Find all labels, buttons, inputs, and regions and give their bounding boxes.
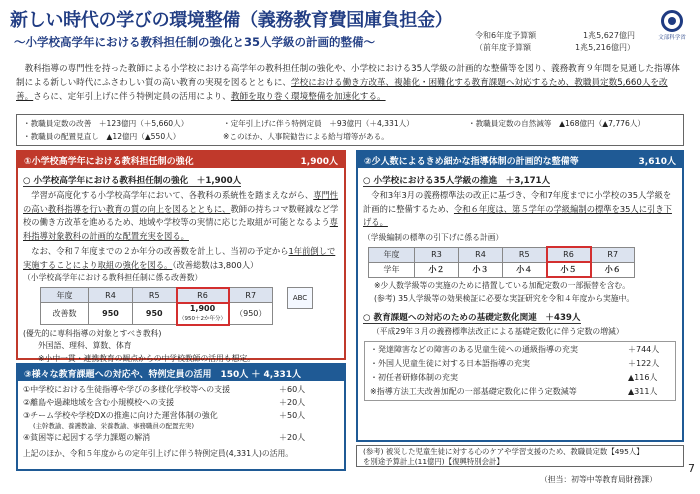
budget-breakdown-box: ・教職員定数の改善 ＋123億円（＋5,660人） ・定年引上げに伴う特例定員 ＋93億円（＋4,331人） ・教職員定数の自然減等 ▲168億円（▲7,776人） ・教職員の配置見直し ▲12億円（▲550人） ※このほか、人事院勧告による給与増等がある。	[16, 114, 684, 146]
basic-quota-list	[364, 341, 676, 401]
panel-header: ③様々な教育課題への対応や、特例定員の活用 150人 ＋ 4,331人	[18, 365, 344, 381]
owner-note: （担当：初等中等教育局財務課）	[540, 475, 657, 484]
intro-paragraph: 教科指導の専門性を持った教師による小学校における高学年の教科担任制の強化や、小学校における35人学級の計画的な整備等を図り、義務教育９年間を見通した指導体制による新しい時代にふさわしい質の高い教育の実現を図るとともに、学校における働き方改革、複雑化・困難化する教育課題へ対応するため、教職員定数5,660人を改善。さらに、定年引上げに伴う特例定員の活用により、教師を取り巻く環境整備を加速化する。	[16, 64, 680, 102]
table-header: R6	[177, 288, 229, 303]
page-subtitle: ～小学校高学年における教科担任制の強化と35人学級の計画的整備～	[14, 35, 375, 49]
list-item: ・初任者研修体制の充実 ▲116人	[370, 372, 658, 382]
budget-r6-value: 1兆5,627億円	[583, 31, 635, 40]
panel-small-class: ②少人数によるきめ細かな指導体制の計画的な整備等 3,610人 ○ 小学校における35人学級の推進 ＋3,171人 令和3年3月の義務標準法の改正に基づき、令和7年度までに小学校の35人学級を計画的に整備するため、令和６年度は、第５学年の学級編制の標準を35人に引き下げる。 （学級編制の標準の引下げに係る計画） 年度 R3 R4 R5 R6 R7 学年 小２ 小３ 小４ 小５ 小６ ※少人数学級等の実施のために措置している加配定数の一部振替を含む。 (参考) 35人学級等の効果検証に必要な実証研究を令和４年度から実施中。 ○ 教育課題への対応のための基礎定数化関連 ＋439人 （平成29年３月の義務標準法改正による基礎定数化に伴う定数の増減） ・発達障害などの障害のある児童生徒への通級指導の充実 ＋744人 ・外国人児童生徒に対する日本語指導の充実 ＋122人 ・初任者研修体制の充実 ▲116人 ※指導方法工夫改善加配の一部基礎定数化に伴う定数減等 ▲311人	[356, 150, 684, 442]
table-row-label: 改善数	[41, 303, 89, 325]
issues-list	[23, 383, 339, 444]
improvement-table	[40, 287, 273, 326]
abc-icon: ABC	[287, 287, 313, 309]
list-item: ①中学校における生徒指導や学びの多様化学校等への支援 ＋60人	[23, 385, 306, 394]
table-header: R7	[229, 288, 273, 303]
list-item: ※指導方法工夫改善加配の一部基礎定数化に伴う定数減等 ▲311人	[370, 386, 658, 396]
page-title: 新しい時代の学びの環境整備（義務教育費国庫負担金）	[10, 10, 453, 31]
list-item: ②離島や過疎地域を含む小規模校への支援 ＋20人	[23, 398, 306, 407]
table-header: R5	[133, 288, 177, 303]
panel-header: ②少人数によるきめ細かな指導体制の計画的な整備等 3,610人	[358, 152, 682, 168]
budget-prev-value: 1兆5,216億円）	[575, 43, 635, 52]
budget-summary	[475, 30, 635, 54]
page-number: 7	[688, 462, 695, 475]
list-item: ・外国人児童生徒に対する日本語指導の充実 ＋122人	[370, 358, 660, 368]
table-cell: 950	[133, 303, 177, 325]
list-item: ④貧困等に起因する学力課題の解消 ＋20人	[23, 433, 306, 442]
list-item: ③チーム学校や学校DXの推進に向けた運営体制の強化 ＋50人	[23, 411, 306, 420]
section-heading: ○ 小学校高学年における教科担任制の強化 ＋1,900人	[23, 176, 242, 186]
panel-subject-teacher: ①小学校高学年における教科担任制の強化 1,900人 ○ 小学校高学年における教科担任制の強化 ＋1,900人 学習が高度化する小学校高学年において、各教科の系統性を踏まえながら、専門性の高い教科指導を行い教育の質の向上を図るとともに、教師の持ちコマ数軽減など学校の働き方改革を進めるため、地域や学校等の実情に応じた取組が可能となるよう専科指導対象教科の計画的な配置充実を図る。 なお、令和７年度までの２か年分の改善数を計上し、当初の予定から1年前倒しで実施することにより取組の強化を図る。（改善総数は3,800人） （小学校高学年における教科担任制に係る改善数） 年度 R4 R5 R6 R7 改善数 950 950 1,900 （950＋2か年分） （950） ABC (優先的に専科指導の対象とすべき教科) 外国語、理科、算数、体育 ※小中一貫・連携教育の観点からの中学校教師の活用も想定。	[16, 150, 346, 360]
list-item: (主幹教諭、養護教諭、栄養教諭、事務職員の配置充実)	[33, 422, 195, 430]
table-header: R4	[89, 288, 133, 303]
ministry-name: 文部科学省	[658, 35, 686, 41]
budget-r6-label: 令和6年度予算額	[475, 31, 537, 40]
reference-note: (参考) 被災した児童生徒に対する心のケアや学習支援のため、教職員定数【495人】 を別途予算計上(11億円)【復興特別会計】	[356, 445, 684, 467]
table-caption: （小学校高学年における教科担任制に係る改善数）	[23, 273, 203, 282]
ministry-emblem-icon	[661, 10, 683, 32]
panel-various-issues: ③様々な教育課題への対応や、特例定員の活用 150人 ＋ 4,331人 ①中学校における生徒指導や学びの多様化学校等への支援 ＋60人 ②離島や過疎地域を含む小規模校への支援 ＋20人 ③チーム学校や学校DXの推進に向けた運営体制の強化 ＋50人 (主幹教諭、養護教諭、栄養教諭、事務職員の配置充実) ④貧困等に起因する学力課題の解消 ＋20人 上記のほか、令和５年度からの定年引上げに伴う特例定員(4,331人)の活用。	[16, 363, 346, 471]
class-size-table: 年度 R3 R4 R5 R6 R7 学年 小２ 小３ 小４ 小５ 小６	[368, 246, 635, 278]
budget-prev-label: （前年度予算額	[475, 43, 531, 52]
table-cell: 950	[89, 303, 133, 325]
table-cell: （950）	[229, 303, 273, 325]
table-header: 年度	[41, 288, 89, 303]
ministry-logo	[655, 10, 689, 41]
table-cell-r6: 1,900 （950＋2か年分）	[177, 303, 229, 325]
panel-header: ①小学校高学年における教科担任制の強化 1,900人	[18, 152, 344, 168]
list-item: ・発達障害などの障害のある児童生徒への通級指導の充実 ＋744人	[370, 344, 660, 354]
